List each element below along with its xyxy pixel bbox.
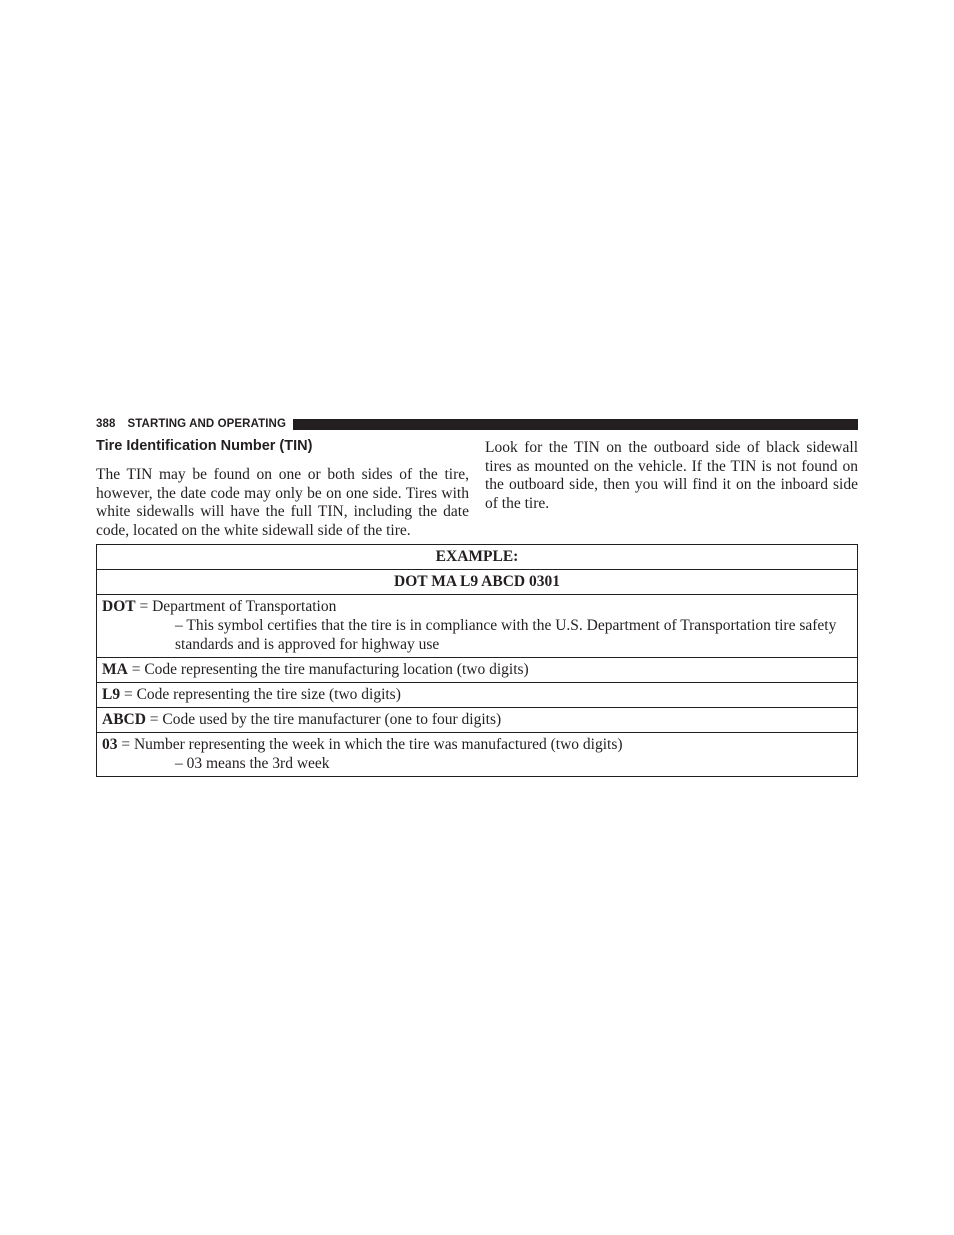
note: – 03 means the 3rd week: [175, 755, 330, 772]
term: DOT: [102, 598, 136, 615]
note: – This symbol certifies that the tire is in compliance with the U.S. Department of Transportation tire safety standards and is approved for highway use: [175, 617, 837, 653]
term: 03: [102, 736, 118, 753]
table-title: EXAMPLE:: [97, 545, 858, 570]
section-heading: Tire Identification Number (TIN): [96, 438, 313, 454]
tin-example-table: [96, 544, 858, 777]
definition: = Number representing the week in which the tire was manufactured (two digits): [117, 736, 623, 753]
term: ABCD: [102, 711, 146, 728]
table-cell: [97, 595, 858, 658]
table-row: [97, 708, 858, 733]
table-cell: [97, 658, 858, 683]
table-title-row: [97, 545, 858, 570]
term: L9: [102, 686, 121, 703]
paragraph-right: Look for the TIN on the outboard side of black sidewall tires as mounted on the vehicle. If the TIN is not found on the outboard side, then you will find it on the inboard side of the tire.: [485, 439, 858, 512]
definition: = Department of Transportation: [135, 598, 337, 615]
page-number: 388: [96, 418, 116, 430]
table-cell: [97, 683, 858, 708]
definition: = Code used by the tire manufacturer (one to four digits): [145, 711, 502, 728]
section-title: STARTING AND OPERATING: [127, 418, 287, 430]
table-row: [97, 595, 858, 658]
paragraph-left: The TIN may be found on one or both sides of the tire, however, the date code may only be on one side. Tires with white sidewalls will have the full TIN, including the date code, located on the white sidewall side of the tire.: [96, 466, 469, 539]
table-row: [97, 658, 858, 683]
term: MA: [102, 661, 128, 678]
table-cell: [97, 733, 858, 777]
page-header: [96, 417, 858, 431]
table-example-row: [97, 570, 858, 595]
header-rule: [293, 419, 858, 430]
table-cell: [97, 708, 858, 733]
example-code: DOT MA L9 ABCD 0301: [97, 570, 858, 595]
table-row: [97, 733, 858, 777]
definition: = Code representing the tire size (two digits): [120, 686, 401, 703]
table-row: [97, 683, 858, 708]
definition: = Code representing the tire manufacturing location (two digits): [127, 661, 529, 678]
